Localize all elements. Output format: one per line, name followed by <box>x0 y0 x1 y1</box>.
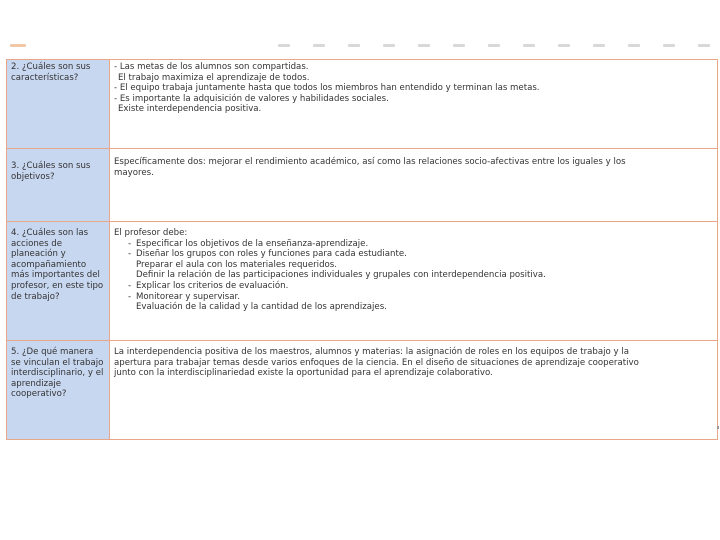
answer-line: La interdependencia positiva de los maestros, alumnos y materias: la asignación de roles en los equipos de trabajo y la <box>114 347 629 357</box>
item-dash <box>114 270 136 281</box>
answer-cell <box>110 149 718 222</box>
answer-line: El trabajo maximiza el aprendizaje de todos. <box>118 72 310 83</box>
answer-line: apertura para trabajar temas desde varios enfoques de la ciencia. En el diseño de situaciones de aprendizaje cooperativo <box>114 357 639 368</box>
answer-line: Específicamente dos: mejorar el rendimiento académico, así como las relaciones socio-afectivas entre los iguales y los <box>114 157 626 167</box>
item-text: Monitorear y supervisar. <box>136 291 241 302</box>
question-cell: 5. ¿De qué manera se vinculan el trabajo interdisciplinario, y el aprendizaje cooperativo? <box>7 341 110 440</box>
answer-line: - El equipo trabaja juntamente hasta que todos los miembros han entendido y terminan las metas. <box>114 83 540 94</box>
item-dash <box>114 260 136 271</box>
table-row <box>7 60 718 149</box>
answer-line: mayores. <box>114 167 154 178</box>
list-item <box>114 239 713 250</box>
list-item <box>114 249 713 260</box>
item-text: Explicar los criterios de evaluación. <box>136 280 289 291</box>
item-text: Definir la relación de las participaciones individuales y grupales con interdependencia positiva. <box>136 270 546 281</box>
list-item <box>114 281 713 292</box>
item-dash: - <box>128 249 132 260</box>
list-item <box>114 292 713 303</box>
item-text: Evaluación de la calidad y la cantidad de los aprendizajes. <box>136 302 387 313</box>
table-row <box>7 341 718 440</box>
answer-line: junto con la interdisciplinariedad existe la oportunidad para el aprendizaje colaborativo. <box>114 368 493 379</box>
table-row <box>7 222 718 341</box>
header-dash-decoration <box>0 40 720 48</box>
table-row <box>7 149 718 222</box>
list-item <box>114 260 713 271</box>
answer-intro: El profesor debe: <box>114 228 188 238</box>
list-item <box>114 270 713 281</box>
item-dash: - <box>128 238 132 249</box>
answer-cell <box>110 60 718 149</box>
item-dash: - <box>128 291 132 302</box>
answer-cell <box>110 222 718 341</box>
list-item <box>114 302 713 313</box>
item-text: Diseñar los grupos con roles y funciones para cada estudiante. <box>136 249 407 260</box>
qa-table <box>6 59 718 440</box>
edge-mark <box>717 426 719 429</box>
answer-line: - Es importante la adquisición de valores y habilidades sociales. <box>114 93 389 104</box>
item-dash: - <box>128 280 132 291</box>
item-dash <box>114 302 136 313</box>
answer-line: - Las metas de los alumnos son compartidas. <box>114 62 309 72</box>
item-text: Preparar el aula con los materiales requeridos. <box>136 259 337 270</box>
answer-line: Existe interdependencia positiva. <box>118 104 262 115</box>
answer-cell <box>110 341 718 440</box>
question-cell: 3. ¿Cuáles son sus objetivos? <box>7 149 110 222</box>
question-cell: 4. ¿Cuáles son las acciones de planeación y acompañamiento más importantes del profesor, en este tipo de trabajo? <box>7 222 110 341</box>
item-text: Especificar los objetivos de la enseñanza-aprendizaje. <box>136 238 369 249</box>
question-cell: 2. ¿Cuáles son sus características? <box>7 60 110 149</box>
